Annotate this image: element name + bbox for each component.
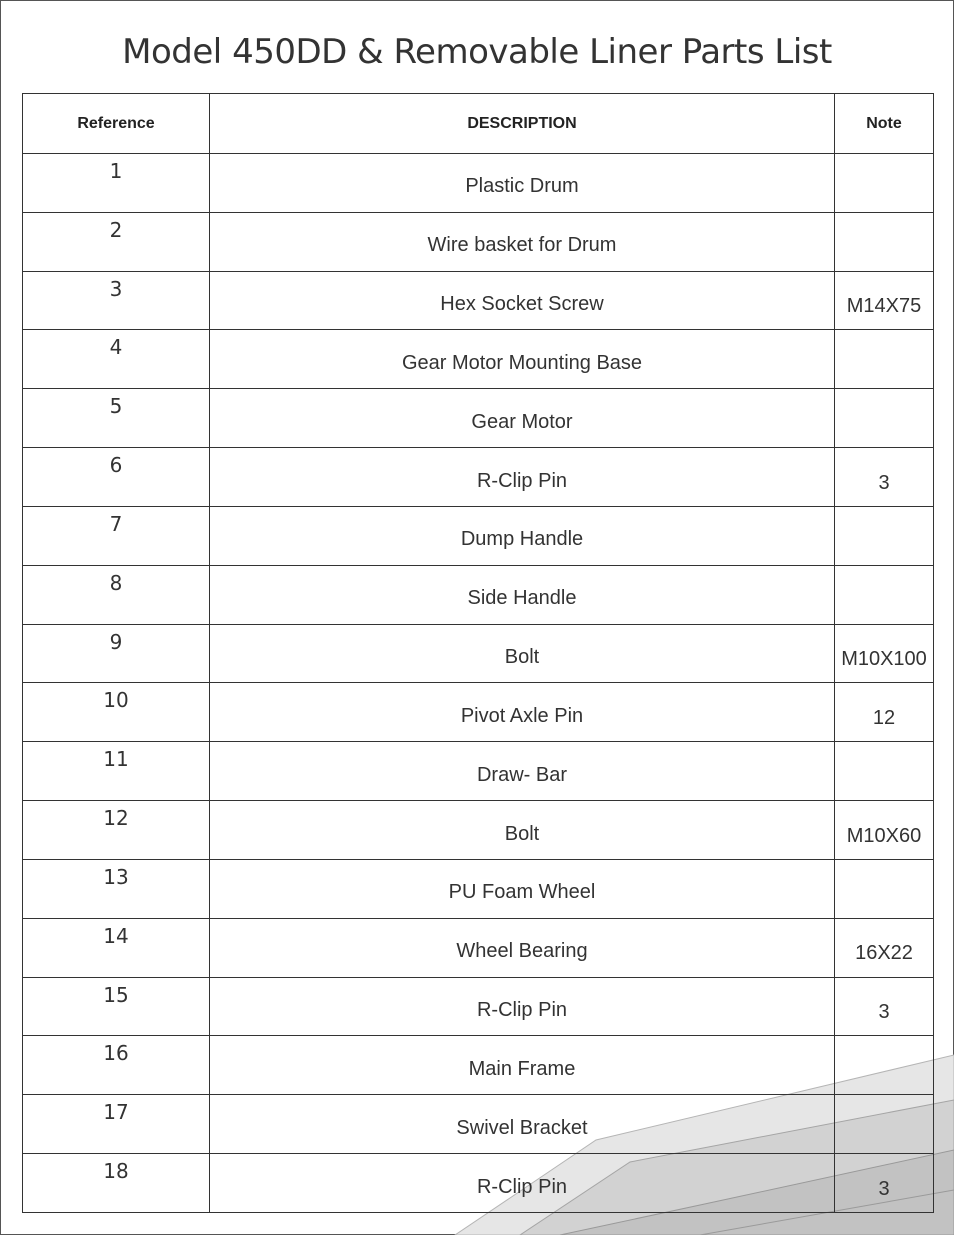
description-cell: Plastic Drum <box>210 158 835 217</box>
reference-cell: 17 <box>23 1083 210 1142</box>
note-cell <box>835 571 934 630</box>
description-cell: Draw- Bar <box>210 746 835 805</box>
description-cell: Side Handle <box>210 569 835 628</box>
reference-cell: 12 <box>23 789 210 848</box>
column-header-note: Note <box>835 94 934 154</box>
note-cell <box>835 160 934 219</box>
note-cell <box>835 336 934 395</box>
note-cell: 3 <box>835 983 934 1042</box>
page-title: Model 450DD & Removable Liner Parts List <box>122 32 832 72</box>
description-cell: Main Frame <box>210 1040 835 1099</box>
reference-cell: 15 <box>23 965 210 1024</box>
reference-cell: 11 <box>23 730 210 789</box>
note-cell <box>835 395 934 454</box>
note-cell: 3 <box>835 454 934 513</box>
note-cell: M10X100 <box>835 630 934 689</box>
note-cell: M14X75 <box>835 277 934 336</box>
note-cell: 3 <box>835 1160 934 1219</box>
description-cell: Gear Motor Mounting Base <box>210 334 835 393</box>
note-cell <box>835 1101 934 1160</box>
note-cell <box>835 748 934 807</box>
description-cell: Hex Socket Screw <box>210 275 835 334</box>
column-header-reference: Reference <box>23 94 210 154</box>
note-cell: 16X22 <box>835 924 934 983</box>
note-cell <box>835 512 934 571</box>
reference-cell: 13 <box>23 847 210 906</box>
description-cell: R-Clip Pin <box>210 1158 835 1217</box>
note-cell <box>835 1042 934 1101</box>
note-cell: M10X60 <box>835 807 934 866</box>
description-cell: Swivel Bracket <box>210 1099 835 1158</box>
column-header-description: DESCRIPTION <box>210 94 835 154</box>
description-cell: R-Clip Pin <box>210 452 835 511</box>
note-cell: 12 <box>835 689 934 748</box>
parts-table <box>22 93 934 1213</box>
reference-cell: 3 <box>23 259 210 318</box>
note-cell <box>835 865 934 924</box>
reference-cell: 1 <box>23 142 210 201</box>
description-cell: Pivot Axle Pin <box>210 687 835 746</box>
reference-cell: 7 <box>23 494 210 553</box>
description-cell: Bolt <box>210 628 835 687</box>
reference-cell: 16 <box>23 1024 210 1083</box>
reference-cell: 6 <box>23 436 210 495</box>
description-cell: Dump Handle <box>210 510 835 569</box>
description-cell: Bolt <box>210 805 835 864</box>
note-cell <box>835 218 934 277</box>
description-cell: PU Foam Wheel <box>210 863 835 922</box>
reference-cell: 8 <box>23 553 210 612</box>
reference-cell: 10 <box>23 671 210 730</box>
description-cell: R-Clip Pin <box>210 981 835 1040</box>
description-cell: Wire basket for Drum <box>210 216 835 275</box>
reference-cell: 9 <box>23 612 210 671</box>
table-row <box>23 1154 934 1213</box>
reference-cell: 2 <box>23 200 210 259</box>
reference-cell: 14 <box>23 906 210 965</box>
reference-cell: 5 <box>23 377 210 436</box>
reference-cell: 4 <box>23 318 210 377</box>
reference-cell: 18 <box>23 1142 210 1201</box>
description-cell: Gear Motor <box>210 393 835 452</box>
description-cell: Wheel Bearing <box>210 922 835 981</box>
